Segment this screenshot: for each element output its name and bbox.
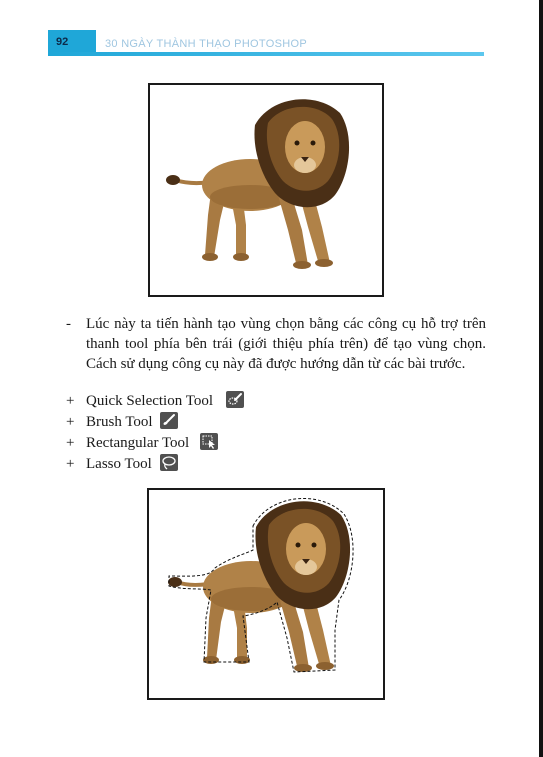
running-title: 30 NGÀY THÀNH THẠO PHOTOSHOP: [105, 38, 307, 50]
tool-item-quick-selection: [66, 391, 366, 411]
tool-label: Rectangular Tool: [86, 435, 190, 451]
header-rule: [48, 52, 484, 56]
paragraph-text: Lúc này ta tiến hành tạo vùng chọn bằng các công cụ hỗ trợ trên thanh tool phía bên trái (giới thiệu phía trên) để tạo vùng chọn. Cách sử dụng công cụ này đã được hướng dẫn từ các bài trước.: [86, 316, 486, 372]
brush-icon: [160, 412, 178, 429]
list-bullet: +: [66, 456, 75, 472]
quick-selection-icon: [226, 391, 244, 408]
lasso-icon: [160, 454, 178, 471]
lion-image: [150, 85, 382, 295]
tool-label: Lasso Tool: [86, 456, 152, 472]
list-bullet: +: [66, 414, 75, 430]
tool-item-rectangular: [66, 433, 366, 453]
page-header: [48, 30, 484, 56]
lion-photo-with-selection: [147, 488, 385, 700]
tool-label: Brush Tool: [86, 414, 153, 430]
tool-item-lasso: [66, 454, 366, 474]
page-edge: [539, 0, 543, 757]
list-bullet: +: [66, 435, 75, 451]
lion-photo: [148, 83, 384, 297]
paragraph-bullet: -: [66, 316, 71, 332]
tool-label: Quick Selection Tool: [86, 393, 213, 409]
rectangular-tool-icon: [200, 433, 218, 450]
list-bullet: +: [66, 393, 75, 409]
lion-image-marching-ants: [149, 490, 383, 698]
tool-item-brush: [66, 412, 366, 432]
page-number: 92: [56, 36, 69, 48]
